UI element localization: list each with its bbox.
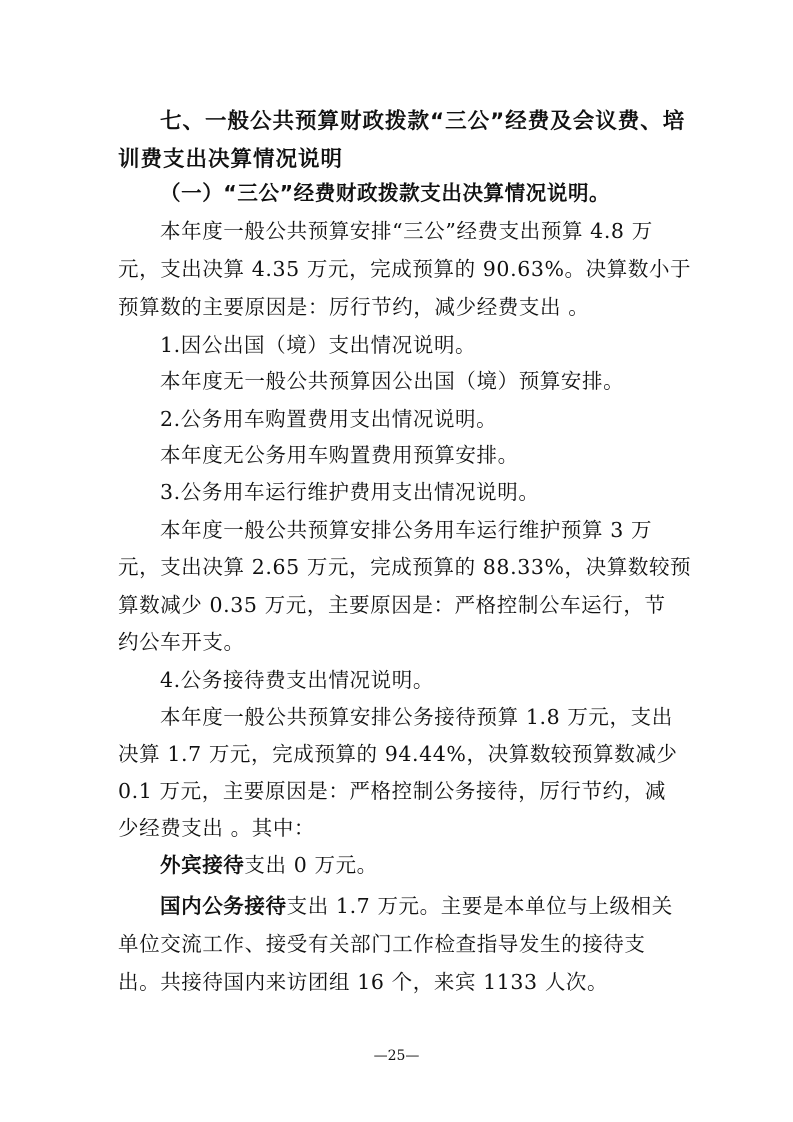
- item-heading: 1.因公出国（境）支出情况说明。: [160, 333, 477, 357]
- paragraph-line: 本年度无一般公共预算因公出国（境）预算安排。: [160, 369, 625, 393]
- domestic-reception-label: 国内公务接待: [160, 894, 287, 918]
- item-heading: 4.公务接待费支出情况说明。: [160, 668, 434, 692]
- paragraph-line: 单位交流工作、接受有关部门工作检查指导发生的接待支: [118, 932, 646, 956]
- section-title-line1: 七、一般公共预算财政拨款“三公”经费及会议费、培: [160, 109, 686, 134]
- domestic-reception-line: [160, 891, 688, 921]
- paragraph-line: 少经费支出 。其中：: [118, 816, 316, 840]
- page-number: —25—: [373, 1048, 420, 1064]
- foreign-reception-line: [160, 850, 688, 880]
- subsection-title: （一）“三公”经费财政拨款支出决算情况说明。: [160, 181, 611, 205]
- section-title-line2: 训费支出决算情况说明: [118, 147, 344, 172]
- domestic-reception-text: 支出 1.7 万元。主要是本单位与上级相关: [286, 894, 673, 918]
- paragraph-line: 元，支出决算 2.65 万元，完成预算的 88.33%，决算数较预: [118, 555, 692, 579]
- foreign-reception-text: 支出 0 万元。: [244, 853, 378, 877]
- paragraph-line: 约公车开支。: [118, 630, 245, 654]
- paragraph-line: 本年度一般公共预算安排公务接待预算 1.8 万元，支出: [160, 705, 673, 729]
- paragraph-line: 本年度一般公共预算安排公务用车运行维护预算 3 万: [160, 518, 653, 542]
- item-heading: 2.公务用车购置费用支出情况说明。: [160, 407, 498, 431]
- paragraph-line: 本年度无公务用车购置费用预算安排。: [160, 443, 519, 467]
- paragraph-line: 0.1 万元，主要原因是：严格控制公务接待，厉行节约，减: [118, 779, 666, 803]
- paragraph-line: 出。共接待国内来访团组 16 个，来宾 1133 人次。: [118, 970, 609, 994]
- foreign-reception-label: 外宾接待: [160, 853, 245, 877]
- paragraph-line: 预算数的主要原因是：厉行节约，减少经费支出 。: [118, 295, 590, 319]
- paragraph-line: 算数减少 0.35 万元，主要原因是：严格控制公车运行，节: [118, 593, 666, 617]
- item-heading: 3.公务用车运行维护费用支出情况说明。: [160, 480, 540, 504]
- paragraph-line: 元，支出决算 4.35 万元，完成预算的 90.63%。决算数小于: [118, 257, 692, 281]
- paragraph-line: 决算 1.7 万元，完成预算的 94.44%，决算数较预算数减少: [118, 742, 678, 766]
- paragraph-line: 本年度一般公共预算安排“三公”经费支出预算 4.8 万: [160, 219, 653, 243]
